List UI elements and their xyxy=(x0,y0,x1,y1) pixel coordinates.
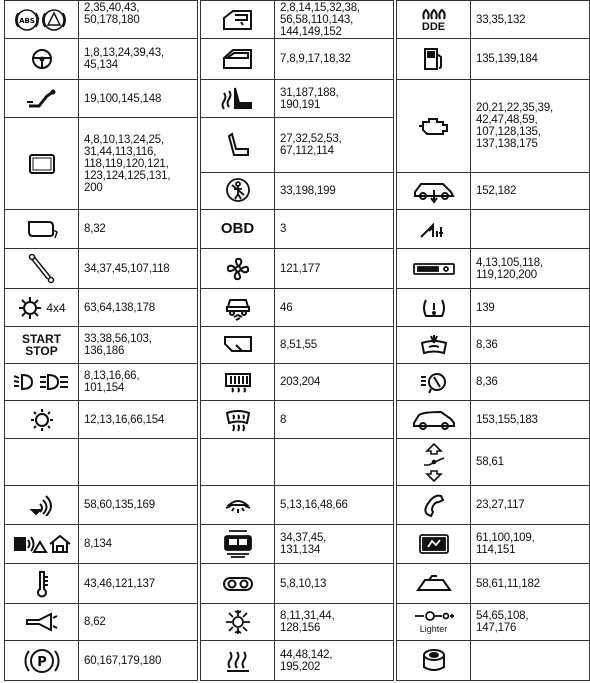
fuse-numbers xyxy=(280,439,391,485)
hill-descent-icon xyxy=(397,210,471,248)
climate-icon xyxy=(201,604,275,640)
sunroof-icon xyxy=(397,564,471,603)
parking-brake-icon xyxy=(5,641,79,680)
mirror-icon xyxy=(5,210,79,248)
fuse-numbers: 34,37,45, 131,134 xyxy=(280,532,327,556)
suv-icon xyxy=(397,401,471,438)
fuse-numbers: 33,198,199 xyxy=(280,185,336,197)
fuse-numbers: 2,35,40,43, 50,178,180 xyxy=(84,2,140,26)
fuel-pump-icon xyxy=(397,39,471,79)
fuse-numbers: 19,100,145,148 xyxy=(84,92,162,105)
table-row xyxy=(201,173,393,210)
table-row xyxy=(5,564,197,604)
empty-icon-cell xyxy=(5,439,79,485)
table-row xyxy=(397,0,589,39)
table-row xyxy=(201,289,393,327)
fuse-numbers xyxy=(84,439,195,485)
fuse-numbers: 33,35,132 xyxy=(476,13,526,26)
headlight-icons xyxy=(5,364,79,400)
column-1 xyxy=(4,0,198,681)
table-row xyxy=(201,0,393,39)
fuse-numbers: 8,134 xyxy=(84,538,112,550)
fuse-numbers: 3 xyxy=(280,223,287,235)
car-lift-icon xyxy=(201,289,275,326)
table-row xyxy=(201,439,393,486)
fuse-numbers: 34,37,45,107,118 xyxy=(84,262,170,275)
table-row xyxy=(201,641,393,681)
radio-icon xyxy=(397,249,471,288)
obd-label: OBD xyxy=(201,210,275,248)
column-2 xyxy=(200,0,394,681)
thermometer-icon xyxy=(5,564,79,603)
table-row xyxy=(201,327,393,364)
fuse-numbers: 54,65,108, 147,176 xyxy=(476,610,529,634)
table-row xyxy=(5,364,197,401)
fuse-numbers: 8,36 xyxy=(476,376,498,388)
fuse-numbers: 27,32,52,53, 67,112,114 xyxy=(280,133,342,157)
table-row xyxy=(5,604,197,641)
alarm-garage-icon xyxy=(5,525,79,563)
parking-sensor-icon xyxy=(5,486,79,524)
table-row xyxy=(201,564,393,604)
door-window-icon xyxy=(201,1,275,38)
fuse-numbers: 8,62 xyxy=(84,616,106,628)
fuse-numbers: 8,36 xyxy=(476,339,498,351)
table-row xyxy=(201,80,393,118)
table-row xyxy=(5,249,197,289)
steering-wheel-icon xyxy=(5,39,79,79)
fuse-numbers: 2,8,14,15,32,38, 56,58,110,143, 144,149,152 xyxy=(280,2,360,38)
table-row xyxy=(397,173,589,210)
windshield-heat-icon xyxy=(201,401,275,438)
table-row xyxy=(397,249,589,289)
table-row xyxy=(397,486,589,525)
table-row xyxy=(5,80,197,118)
door-icon xyxy=(201,39,275,79)
table-row xyxy=(5,39,197,80)
table-row xyxy=(5,401,197,439)
wiper-arm-icon xyxy=(5,80,79,117)
shock-absorber-icon xyxy=(5,249,79,288)
display-screen-icon xyxy=(5,118,79,209)
sunshade-icon xyxy=(201,327,275,363)
column-3 xyxy=(396,0,590,681)
fuse-numbers: 121,177 xyxy=(280,262,321,275)
table-row xyxy=(397,401,589,439)
fuse-numbers: 135,139,184 xyxy=(476,53,538,65)
phone-icon xyxy=(397,486,471,524)
fuse-numbers: 8,13,16,66, 101,154 xyxy=(84,370,140,394)
fuse-numbers: 152,182 xyxy=(476,185,517,197)
multimedia-icon xyxy=(201,525,275,563)
table-row xyxy=(5,525,197,564)
fuse-numbers: 8,32 xyxy=(84,223,106,235)
table-row xyxy=(397,210,589,249)
seat-heating-waves-icon xyxy=(201,641,275,680)
table-row xyxy=(5,641,197,681)
table-row xyxy=(397,327,589,364)
fuse-numbers: 4,13,105,118, 119,120,200 xyxy=(476,256,543,281)
table-row xyxy=(5,118,197,210)
fuse-numbers xyxy=(476,210,587,248)
horn-icon xyxy=(5,604,79,640)
table-row xyxy=(201,39,393,80)
empty-icon-cell xyxy=(201,439,275,485)
table-row xyxy=(201,210,393,249)
fuse-numbers: 58,61,11,182 xyxy=(476,577,540,590)
start-stop-label: START STOP xyxy=(5,327,79,363)
table-row xyxy=(397,39,589,80)
dde-glow-plug-icon: DDE xyxy=(397,1,471,38)
washer-icon xyxy=(397,327,471,363)
fuse-numbers: 60,167,179,180 xyxy=(84,654,162,667)
table-row xyxy=(201,486,393,525)
table-row xyxy=(201,604,393,641)
table-row xyxy=(5,327,197,364)
fuse-numbers: 8,51,55 xyxy=(280,339,317,351)
fuse-numbers: 58,61 xyxy=(476,456,504,468)
fuse-numbers: 4,8,10,13,24,25, 31,44,113,116, 118,119,120,121, 123,124,125,131, 200 xyxy=(84,133,171,194)
interior-light-icon xyxy=(201,486,275,524)
fuse-numbers: 8,11,31,44, 128,156 xyxy=(280,610,335,634)
rear-defrost-icon xyxy=(201,364,275,400)
navigation-screen-icon xyxy=(397,525,471,563)
camera-icon xyxy=(201,564,275,603)
table-row xyxy=(397,364,589,401)
table-row xyxy=(397,641,589,681)
fuse-numbers: 20,21,22,35,39, 42,47,48,59, 107,128,135, 137,138,175 xyxy=(476,102,553,150)
fuse-numbers: 43,46,121,137 xyxy=(84,577,155,590)
table-row xyxy=(397,80,589,173)
table-row xyxy=(201,364,393,401)
heated-seat-icon xyxy=(201,80,275,117)
seat-adjust-icon xyxy=(397,439,471,485)
fuse-numbers: 203,204 xyxy=(280,376,321,388)
table-row xyxy=(397,525,589,564)
fuse-numbers: 153,155,183 xyxy=(476,413,538,426)
seat-icon xyxy=(201,118,275,172)
table-row xyxy=(5,289,197,327)
fuse-numbers: 5,8,10,13 xyxy=(280,577,327,590)
table-row xyxy=(5,439,197,486)
table-row xyxy=(5,486,197,525)
table-row xyxy=(201,525,393,564)
fuse-numbers: 44,48,142, 195,202 xyxy=(280,648,333,673)
gear-4x4-icon xyxy=(5,289,79,326)
fuse-numbers: 23,27,117 xyxy=(476,499,525,511)
fuse-numbers: 8 xyxy=(280,413,287,426)
fuse-numbers: 63,64,138,178 xyxy=(84,301,155,314)
airbag-icon xyxy=(201,173,275,209)
lighter-icon: Lighter xyxy=(397,604,471,640)
fuse-numbers: 12,13,16,66,154 xyxy=(84,413,165,426)
fuse-numbers: 139 xyxy=(476,301,495,314)
headlight-washer-icon xyxy=(397,364,471,400)
table-row xyxy=(201,401,393,439)
fan-icon xyxy=(201,249,275,288)
fuse-numbers xyxy=(476,641,587,680)
tire-pressure-icon xyxy=(397,289,471,326)
gear-4x4-label: 4x4 xyxy=(46,300,66,315)
abs-brake-warning-icons xyxy=(5,1,79,38)
fuse-numbers: 33,38,56,103, 136,186 xyxy=(84,333,152,357)
table-row xyxy=(201,118,393,173)
table-row xyxy=(397,289,589,327)
table-row xyxy=(397,564,589,604)
car-suspension-icon xyxy=(397,173,471,209)
fuse-numbers: 5,13,16,48,66 xyxy=(280,499,348,511)
table-row xyxy=(201,249,393,289)
fuse-numbers: 61,100,109, 114,151 xyxy=(476,532,535,556)
table-row xyxy=(5,210,197,249)
fuse-numbers: 46 xyxy=(280,301,293,314)
table-row xyxy=(397,604,589,641)
speaker-icon xyxy=(397,641,471,680)
engine-icon xyxy=(397,80,471,172)
fuse-numbers: 1,8,13,24,39,43, 45,134 xyxy=(84,47,164,71)
fuse-table xyxy=(4,0,588,681)
svg-text:P: P xyxy=(36,654,47,670)
table-row xyxy=(397,439,589,486)
table-row xyxy=(5,0,197,39)
fuse-numbers: 7,8,9,17,18,32 xyxy=(280,53,351,65)
svg-text:ABS: ABS xyxy=(18,16,35,25)
fuse-numbers: 58,60,135,169 xyxy=(84,499,155,511)
fuse-numbers: 31,187,188, 190,191 xyxy=(280,86,339,111)
exterior-light-icon xyxy=(5,401,79,438)
